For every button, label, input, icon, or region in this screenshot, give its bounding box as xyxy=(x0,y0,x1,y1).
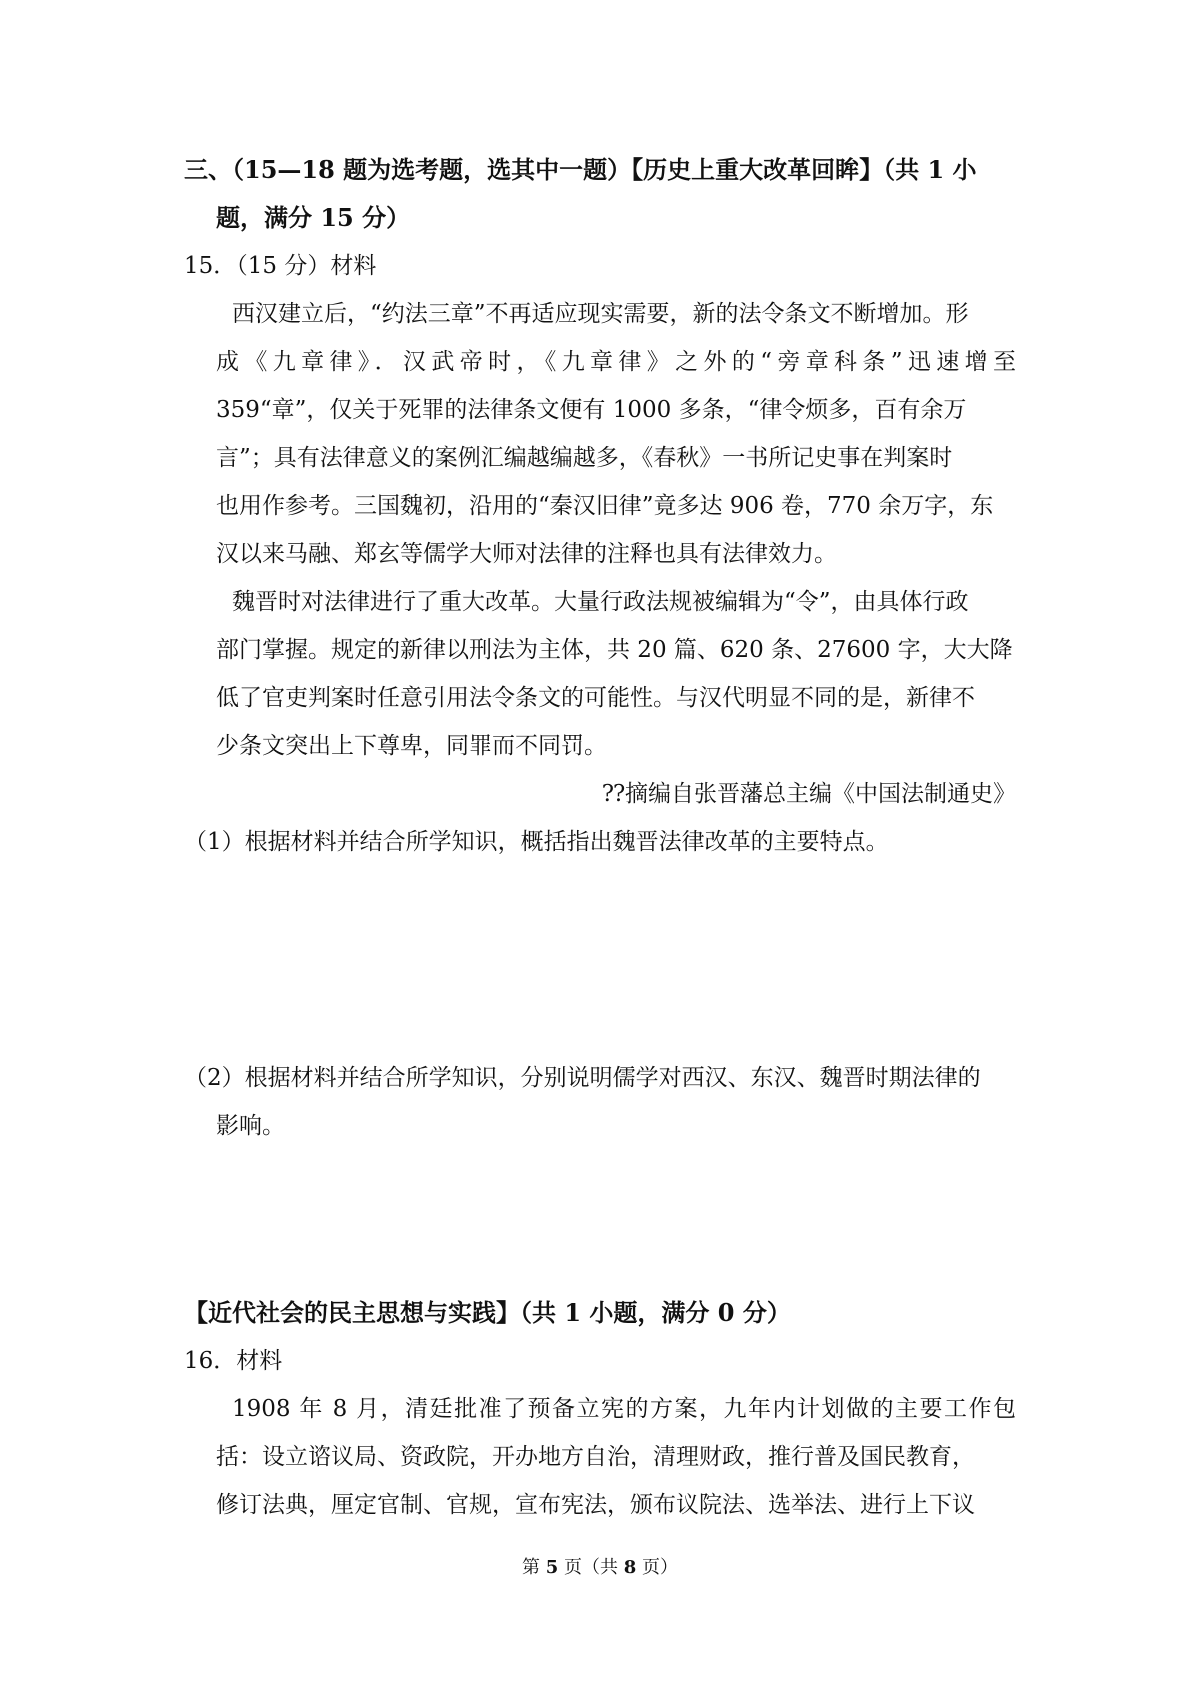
material-line: 低了官吏判案时任意引用法令条文的可能性。与汉代明显不同的是，新律不 xyxy=(216,685,975,711)
section-heading-cont: 题，满分 15 分） xyxy=(216,203,411,232)
material-line: 359“章”，仅关于死罪的法律条文便有 1000 多条，“律令烦多，百有余万 xyxy=(216,397,967,423)
sub-question-2: （2）根据材料并结合所学知识，分别说明儒学对西汉、东汉、魏晋时期法律的 xyxy=(184,1065,981,1091)
material-line: 汉以来马融、郑玄等儒学大师对法律的注释也具有法律效力。 xyxy=(216,541,837,567)
material-line: 魏晋时对法律进行了重大改革。大量行政法规被编辑为“令”，由具体行政 xyxy=(232,589,969,615)
section-heading: 三、（15—18 题为选考题，选其中一题）【历史上重大改革回眸】（共 1 小 xyxy=(184,155,977,184)
material-line: 部门掌握。规定的新律以刑法为主体，共 20 篇、620 条、27600 字，大大降 xyxy=(216,637,1013,663)
material-line: 括：设立谘议局、资政院，开办地方自治，清理财政，推行普及国民教育， xyxy=(216,1444,975,1470)
sub-question-2-cont: 影响。 xyxy=(216,1113,285,1139)
material-line: 成《九章律》．汉武帝时，《九章律》之外的“旁章科条”迅速增至 xyxy=(216,349,1016,375)
material-line: 言”；具有法律意义的案例汇编越编越多，《春秋》一书所记史事在判案时 xyxy=(216,445,953,471)
material-source: ⁇摘编自张晋藩总主编《中国法制通史》 xyxy=(602,781,1016,807)
material-line: 少条文突出上下尊卑，同罪而不同罚。 xyxy=(216,733,607,759)
question-16-stem: 16．材料 xyxy=(184,1348,283,1374)
page-footer xyxy=(0,1556,1200,1580)
footer-suffix: 页） xyxy=(642,1557,678,1578)
material-line: 修订法典，厘定官制、官规，宣布宪法，颁布议院法、选举法、进行上下议 xyxy=(216,1492,975,1518)
material-line: 西汉建立后，“约法三章”不再适应现实需要，新的法令条文不断增加。形 xyxy=(232,301,969,327)
material-line: 1908 年 8 月，清廷批准了预备立宪的方案，九年内计划做的主要工作包 xyxy=(232,1396,1016,1422)
footer-total-pages: 8 xyxy=(623,1557,637,1578)
footer-prefix: 第 xyxy=(522,1557,540,1578)
sub-question-1: （1）根据材料并结合所学知识，概括指出魏晋法律改革的主要特点。 xyxy=(184,829,889,855)
footer-mid: 页（共 xyxy=(564,1557,618,1578)
question-15-stem: 15．（15 分）材料 xyxy=(184,253,377,279)
section-heading: 【近代社会的民主思想与实践】（共 1 小题，满分 0 分） xyxy=(184,1298,791,1327)
material-line: 也用作参考。三国魏初，沿用的“秦汉旧律”竟多达 906 卷，770 余万字，东 xyxy=(216,493,994,519)
footer-page-number: 5 xyxy=(545,1557,559,1578)
